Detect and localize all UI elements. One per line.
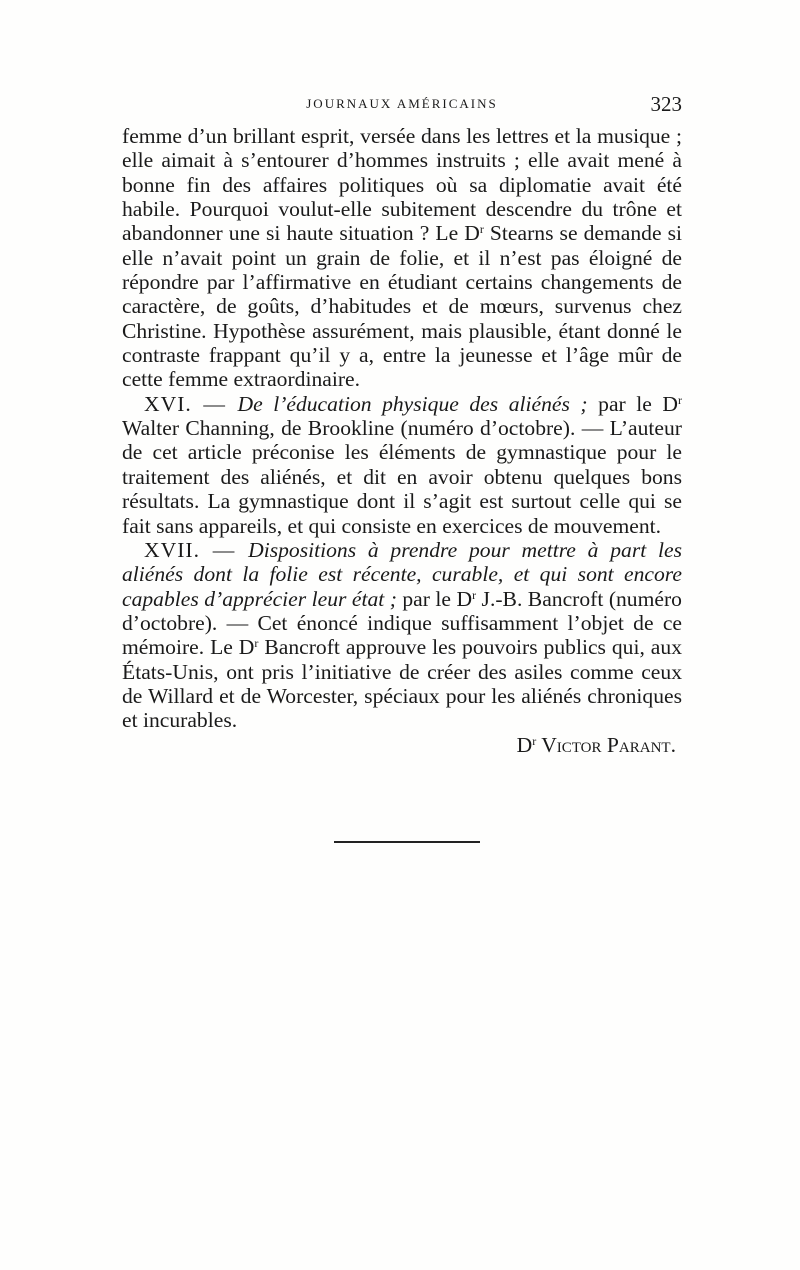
paragraph-text-continued: Stearns se demande si elle n’avait point un grain de folie, et il n’est pas éloigné de répondre par l’affirmative en étudiant certains changements de caractère, de goûts, d’habitudes et de mœurs, survenus chez Christine. Hypothèse assurément, mais plausible, étant donné le contraste frappant qu’il y a, entre la jeunesse et l’âge mûr de cette femme extraordinaire. — [122, 221, 682, 392]
running-title: JOURNAUX AMÉRICAINS — [306, 96, 498, 111]
doctor-superscript: r — [678, 392, 682, 407]
paragraph-text-end: Bancroft approuve les pouvoirs publics qui, aux États-Unis, ont pris l’initiative de créer des asiles comme ceux de Willard et de Worcester, spéciaux pour les aliénés chroniques et incurables. — [122, 635, 682, 733]
doctor-superscript: r — [532, 733, 537, 748]
running-head — [122, 92, 682, 116]
doctor-superscript: r — [472, 587, 477, 602]
closing-rule — [334, 841, 480, 843]
paragraph-text: femme d’un brillant esprit, versée dans les lettres et la musique ; elle aimait à s’entourer d’hommes instruits ; elle avait mené à bonne fin des affaires politiques où sa diplomatie avait été habile. Pourquoi voulut-elle subitement descendre du trône et abandonner une si haute situation ? Le D — [122, 124, 682, 246]
paragraph-xvii — [122, 538, 682, 733]
section-number: XVII. — — [144, 537, 249, 562]
paragraph-xvi — [122, 392, 682, 538]
section-number: XVI. — — [144, 391, 238, 416]
article-title: De l’éducation physique des aliénés ; — [237, 391, 588, 416]
page-number: 323 — [650, 92, 682, 116]
paragraph-text-continued: J.-B. Bancroft (numéro d’octobre). — Cet énoncé indique suffisamment l’objet de ce mémoire. Le D — [122, 586, 682, 660]
signature-prefix: D — [516, 732, 533, 757]
author-signature — [122, 733, 682, 757]
article-title: Dispositions à prendre pour mettre à part les aliénés dont la folie est récente, curable, et qui sont encore capables d’apprécier leur état ; — [122, 537, 682, 611]
doctor-superscript: r — [254, 636, 259, 651]
paragraph-text: par le D — [396, 586, 473, 611]
doctor-superscript: r — [479, 222, 484, 237]
paragraph-christine — [122, 124, 682, 392]
paragraph-text-continued: Walter Channing, de Brookline (numéro d’octobre). — L’auteur de cet article préconise les éléments de gymnastique pour le traitement des aliénés, et dit en avoir obtenu quelques bons résultats. La gymnastique dont il s’agit est surtout celle qui se fait sans appareils, et qui consiste en exercices de mouvement. — [122, 416, 682, 538]
body-text — [122, 124, 682, 757]
paragraph-text: par le D — [587, 391, 678, 416]
signature-name: Victor Parant. — [536, 732, 676, 757]
